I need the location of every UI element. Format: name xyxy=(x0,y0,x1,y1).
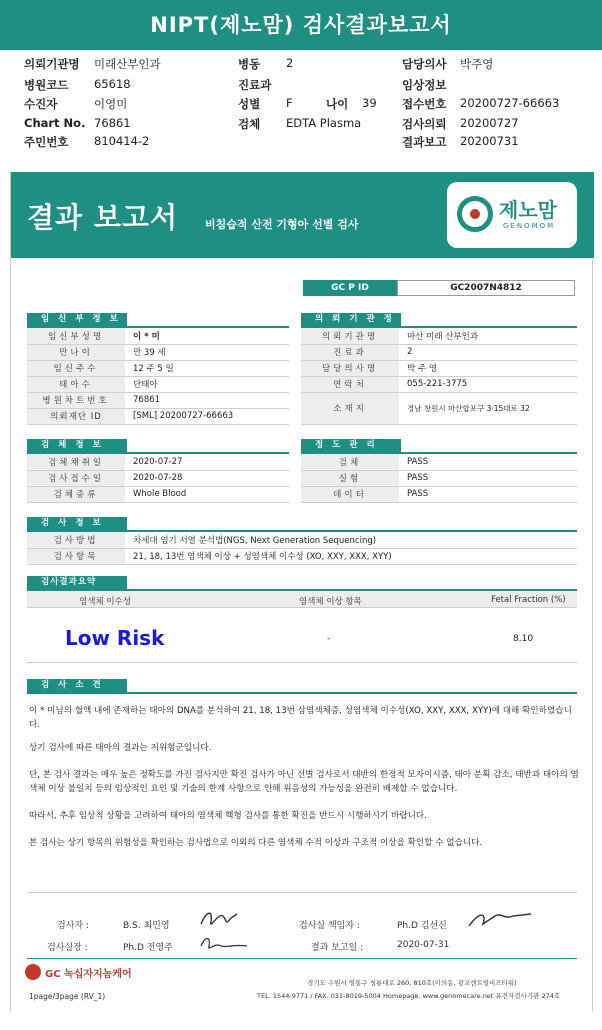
table-row xyxy=(27,328,289,344)
specimen-section-head: 검 체 정 보 xyxy=(27,439,127,452)
summary-section-head: 검사결과요약 xyxy=(27,576,127,589)
logo-text: 제노맘 xyxy=(499,198,557,222)
header-label: 성별 xyxy=(238,97,261,111)
header-label: 수진자 xyxy=(24,97,58,111)
responsible-signature xyxy=(465,906,535,932)
result-fetal-fraction: 8.10 xyxy=(513,634,534,644)
field-value: PASS xyxy=(399,470,577,486)
field-value: [SML] 20200727-66663 xyxy=(125,408,289,424)
table-row xyxy=(27,532,577,548)
result-item: - xyxy=(327,634,331,644)
footer-contact: TEL. 1544-9771 / FAX. 031-8019-5004 Homepage. www.genomecare.net 유전자검사기관 274호 xyxy=(257,992,561,1000)
header-value: 20200727 xyxy=(460,116,519,130)
table-row xyxy=(27,454,289,470)
table-row xyxy=(301,454,577,470)
patient-header xyxy=(0,50,602,162)
table-row xyxy=(27,486,289,502)
footer-address: 경기도 수원시 영통구 청룡대로 260, 810호(이의동, 광교센트럴비즈타워) xyxy=(307,979,517,987)
logo-subtext: GENOMOM xyxy=(503,222,556,230)
test-table xyxy=(27,532,577,565)
field-label: 검사방법 xyxy=(27,532,125,548)
header-label: 임상정보 xyxy=(402,78,447,92)
field-value: 055-221-3775 xyxy=(399,376,577,392)
finding-paragraph: 따라서, 추후 임상적 상황을 고려하여 태아의 염색체 핵형 검사를 통한 확진을 반드시 시행하시기 바랍니다. xyxy=(29,811,427,821)
finding-paragraph: 본 검사는 상기 항목의 위험성을 확인하는 검사법으로 이외의 다른 염색체 수적 이상과 구조적 이상을 확인할 수 없습니다. xyxy=(29,838,483,848)
field-label: 검체 xyxy=(301,454,399,470)
header-row xyxy=(238,116,260,132)
header-row xyxy=(24,116,85,130)
header-label: 접수번호 xyxy=(402,97,447,111)
result-low-risk: Low Risk xyxy=(65,626,165,650)
header-row xyxy=(24,56,80,72)
gcpid-label: GC P ID xyxy=(303,280,397,296)
field-label: 검사접수일 xyxy=(27,470,125,486)
page-number: 1page/3page (RV_1) xyxy=(29,992,106,1001)
header-row xyxy=(402,77,446,93)
field-value: 단태아 xyxy=(125,376,289,392)
field-label: 의뢰재단 ID xyxy=(27,408,125,424)
field-value: 박 주 영 xyxy=(399,360,577,376)
field-label: 만나이 xyxy=(27,344,125,360)
field-value: 마산 미래 산부인과 xyxy=(399,328,577,344)
header-label: 담당의사 xyxy=(402,57,447,71)
header-label: 의뢰기관명 xyxy=(24,57,80,71)
field-value: Whole Blood xyxy=(125,486,289,502)
summary-col-ff: Fetal Fraction (%) xyxy=(491,595,566,605)
field-value: 2 xyxy=(399,344,577,360)
genomom-logo xyxy=(447,182,577,248)
institution-table xyxy=(301,328,577,425)
field-label: 임신주수 xyxy=(27,360,125,376)
header-label: 진료과 xyxy=(238,78,272,92)
report-date: 2020-07-31 xyxy=(397,940,450,950)
field-value: 76861 xyxy=(125,392,289,408)
lab-head-name: Ph.D 전영주 xyxy=(123,943,173,953)
header-value: 76861 xyxy=(94,116,131,130)
field-label: 검사항목 xyxy=(27,548,125,564)
header-value: 이영미 xyxy=(94,97,128,111)
table-row xyxy=(301,360,577,376)
report-page xyxy=(10,172,593,1012)
header-value: 미래산부인과 xyxy=(94,57,161,71)
gc-genome-logo xyxy=(25,962,155,982)
field-value: PASS xyxy=(399,486,577,502)
header-label: 검사의뢰 xyxy=(402,117,447,131)
table-row xyxy=(301,376,577,392)
field-value: 경남 창원시 마산합포구 3·15대로 32 xyxy=(399,392,577,424)
field-value: 21, 18, 13번 염색체 이상 + 성염색체 이수성 (XO, XXY, XXX, XYY) xyxy=(125,548,577,564)
finding-paragraph: 이 * 미님의 혈액 내에 존재하는 태아의 DNA를 분석하여 21, 18, 13번 삼염색체증, 성염색체 이수성(XO, XXY, XXX, XYY)에 대해 확인하였습니다. xyxy=(29,706,572,730)
header-row xyxy=(402,96,446,112)
header-value: 박주영 xyxy=(460,57,494,71)
header-row xyxy=(24,134,68,150)
header-row xyxy=(238,96,260,112)
genomom-logo-icon xyxy=(457,196,493,232)
age-label: 나이 xyxy=(326,97,349,111)
summary-col-aneuploidy: 염색체 이수성 xyxy=(79,597,131,607)
header-value: 20200727-66663 xyxy=(460,96,560,110)
header-row xyxy=(238,56,260,72)
table-row xyxy=(27,360,289,376)
header-row xyxy=(326,96,348,112)
field-label: 연락처 xyxy=(301,376,399,392)
table-row xyxy=(27,548,577,564)
qc-section-head: 정 도 관 리 xyxy=(301,439,401,452)
field-label: 실험 xyxy=(301,470,399,486)
test-section-head: 검 사 정 보 xyxy=(27,517,127,530)
summary-col-items: 염색체 이상 항목 xyxy=(299,597,362,607)
report-subtitle: 비침습적 산전 기형아 선별 검사 xyxy=(205,218,359,231)
findings-section-head: 검 사 소 견 xyxy=(27,679,127,692)
gc-logo-icon xyxy=(25,964,41,980)
field-value: 만 39 세 xyxy=(125,344,289,360)
header-row xyxy=(402,56,446,72)
field-label: 진료과 xyxy=(301,344,399,360)
header-value: 20200731 xyxy=(460,134,519,148)
tester-name: B.S. 최민영 xyxy=(123,921,170,931)
header-value: 2 xyxy=(286,56,294,70)
table-row xyxy=(301,392,577,424)
header-label: 병동 xyxy=(238,57,261,71)
field-label: 의뢰기관명 xyxy=(301,328,399,344)
divider xyxy=(27,662,577,663)
field-label: 병원차트번호 xyxy=(27,392,125,408)
field-label: 태아수 xyxy=(27,376,125,392)
field-label: 데이터 xyxy=(301,486,399,502)
header-value: 65618 xyxy=(94,77,131,91)
lab-head-signature xyxy=(197,932,253,954)
table-row xyxy=(301,470,577,486)
gcpid-value: GC2007N4812 xyxy=(397,280,575,296)
header-value: F xyxy=(286,96,293,110)
table-row xyxy=(27,392,289,408)
field-value: 이 * 미 xyxy=(125,328,289,344)
table-row xyxy=(27,470,289,486)
header-label: Chart No. xyxy=(24,116,86,130)
gc-logo-text: GC 녹십자지놈케어 xyxy=(45,969,132,980)
divider xyxy=(27,692,577,694)
report-banner-title: NIPT(제노맘) 검사결과보고서 xyxy=(0,0,602,50)
table-row xyxy=(27,344,289,360)
field-value: 2020-07-28 xyxy=(125,470,289,486)
table-row xyxy=(301,328,577,344)
pregnant-section-head: 임 신 부 정 보 xyxy=(27,313,127,326)
field-label: 임신부성명 xyxy=(27,328,125,344)
header-row xyxy=(402,134,446,150)
header-label: 검체 xyxy=(238,117,261,131)
responsible-label: 검사실 책임자 : xyxy=(299,921,360,931)
specimen-table xyxy=(27,454,289,503)
field-label: 검체종류 xyxy=(27,486,125,502)
table-row xyxy=(27,376,289,392)
report-title: 결과 보고서 xyxy=(27,201,178,234)
field-value: 차세대 염기 서열 분석법(NGS, Next Generation Sequencing) xyxy=(125,532,577,548)
header-row xyxy=(24,77,68,93)
report-date-label: 결과 보고일 : xyxy=(311,943,364,953)
header-row xyxy=(238,77,271,93)
divider xyxy=(27,892,577,893)
table-row xyxy=(27,408,289,424)
finding-paragraph: 단, 본 검사 결과는 매우 높은 정확도를 가진 검사지만 확진 검사가 아닌 선별 검사로서 태반의 한정적 모자이시즘, 태아 분획 감소, 태반과 태아의 염색체 이상 불일치 등의 임상적인 요인 및 기술의 한계 사항으로 인해 위음성의 가능성을 완전히 배제할 수 없습니다. xyxy=(29,770,579,794)
qc-table xyxy=(301,454,577,503)
header-label: 주민번호 xyxy=(24,135,69,149)
header-row xyxy=(24,96,57,112)
header-value: 810414-2 xyxy=(94,134,150,148)
header-label: 병원코드 xyxy=(24,78,69,92)
lab-head-label: 검사실장 : xyxy=(47,943,88,953)
institution-section-head: 의 뢰 기 관 정 xyxy=(301,313,401,326)
tester-signature xyxy=(197,906,241,932)
table-row xyxy=(301,486,577,502)
tester-label: 검사자 : xyxy=(57,921,89,931)
table-row xyxy=(301,344,577,360)
header-label: 결과보고 xyxy=(402,135,447,149)
field-value: 12 주 5 일 xyxy=(125,360,289,376)
field-value: PASS xyxy=(399,454,577,470)
field-label: 검체채취일 xyxy=(27,454,125,470)
field-value: 2020-07-27 xyxy=(125,454,289,470)
pregnant-table xyxy=(27,328,289,425)
divider xyxy=(27,958,577,959)
age-value: 39 xyxy=(362,96,377,110)
field-label: 담당의사명 xyxy=(301,360,399,376)
responsible-name: Ph.D 김선신 xyxy=(397,921,447,931)
report-title-banner xyxy=(11,172,594,258)
header-row xyxy=(402,116,446,132)
finding-paragraph: 상기 검사에 따른 태아의 결과는 저위험군입니다. xyxy=(29,743,212,753)
header-value: EDTA Plasma xyxy=(286,116,362,130)
field-label: 소재지 xyxy=(301,392,399,424)
